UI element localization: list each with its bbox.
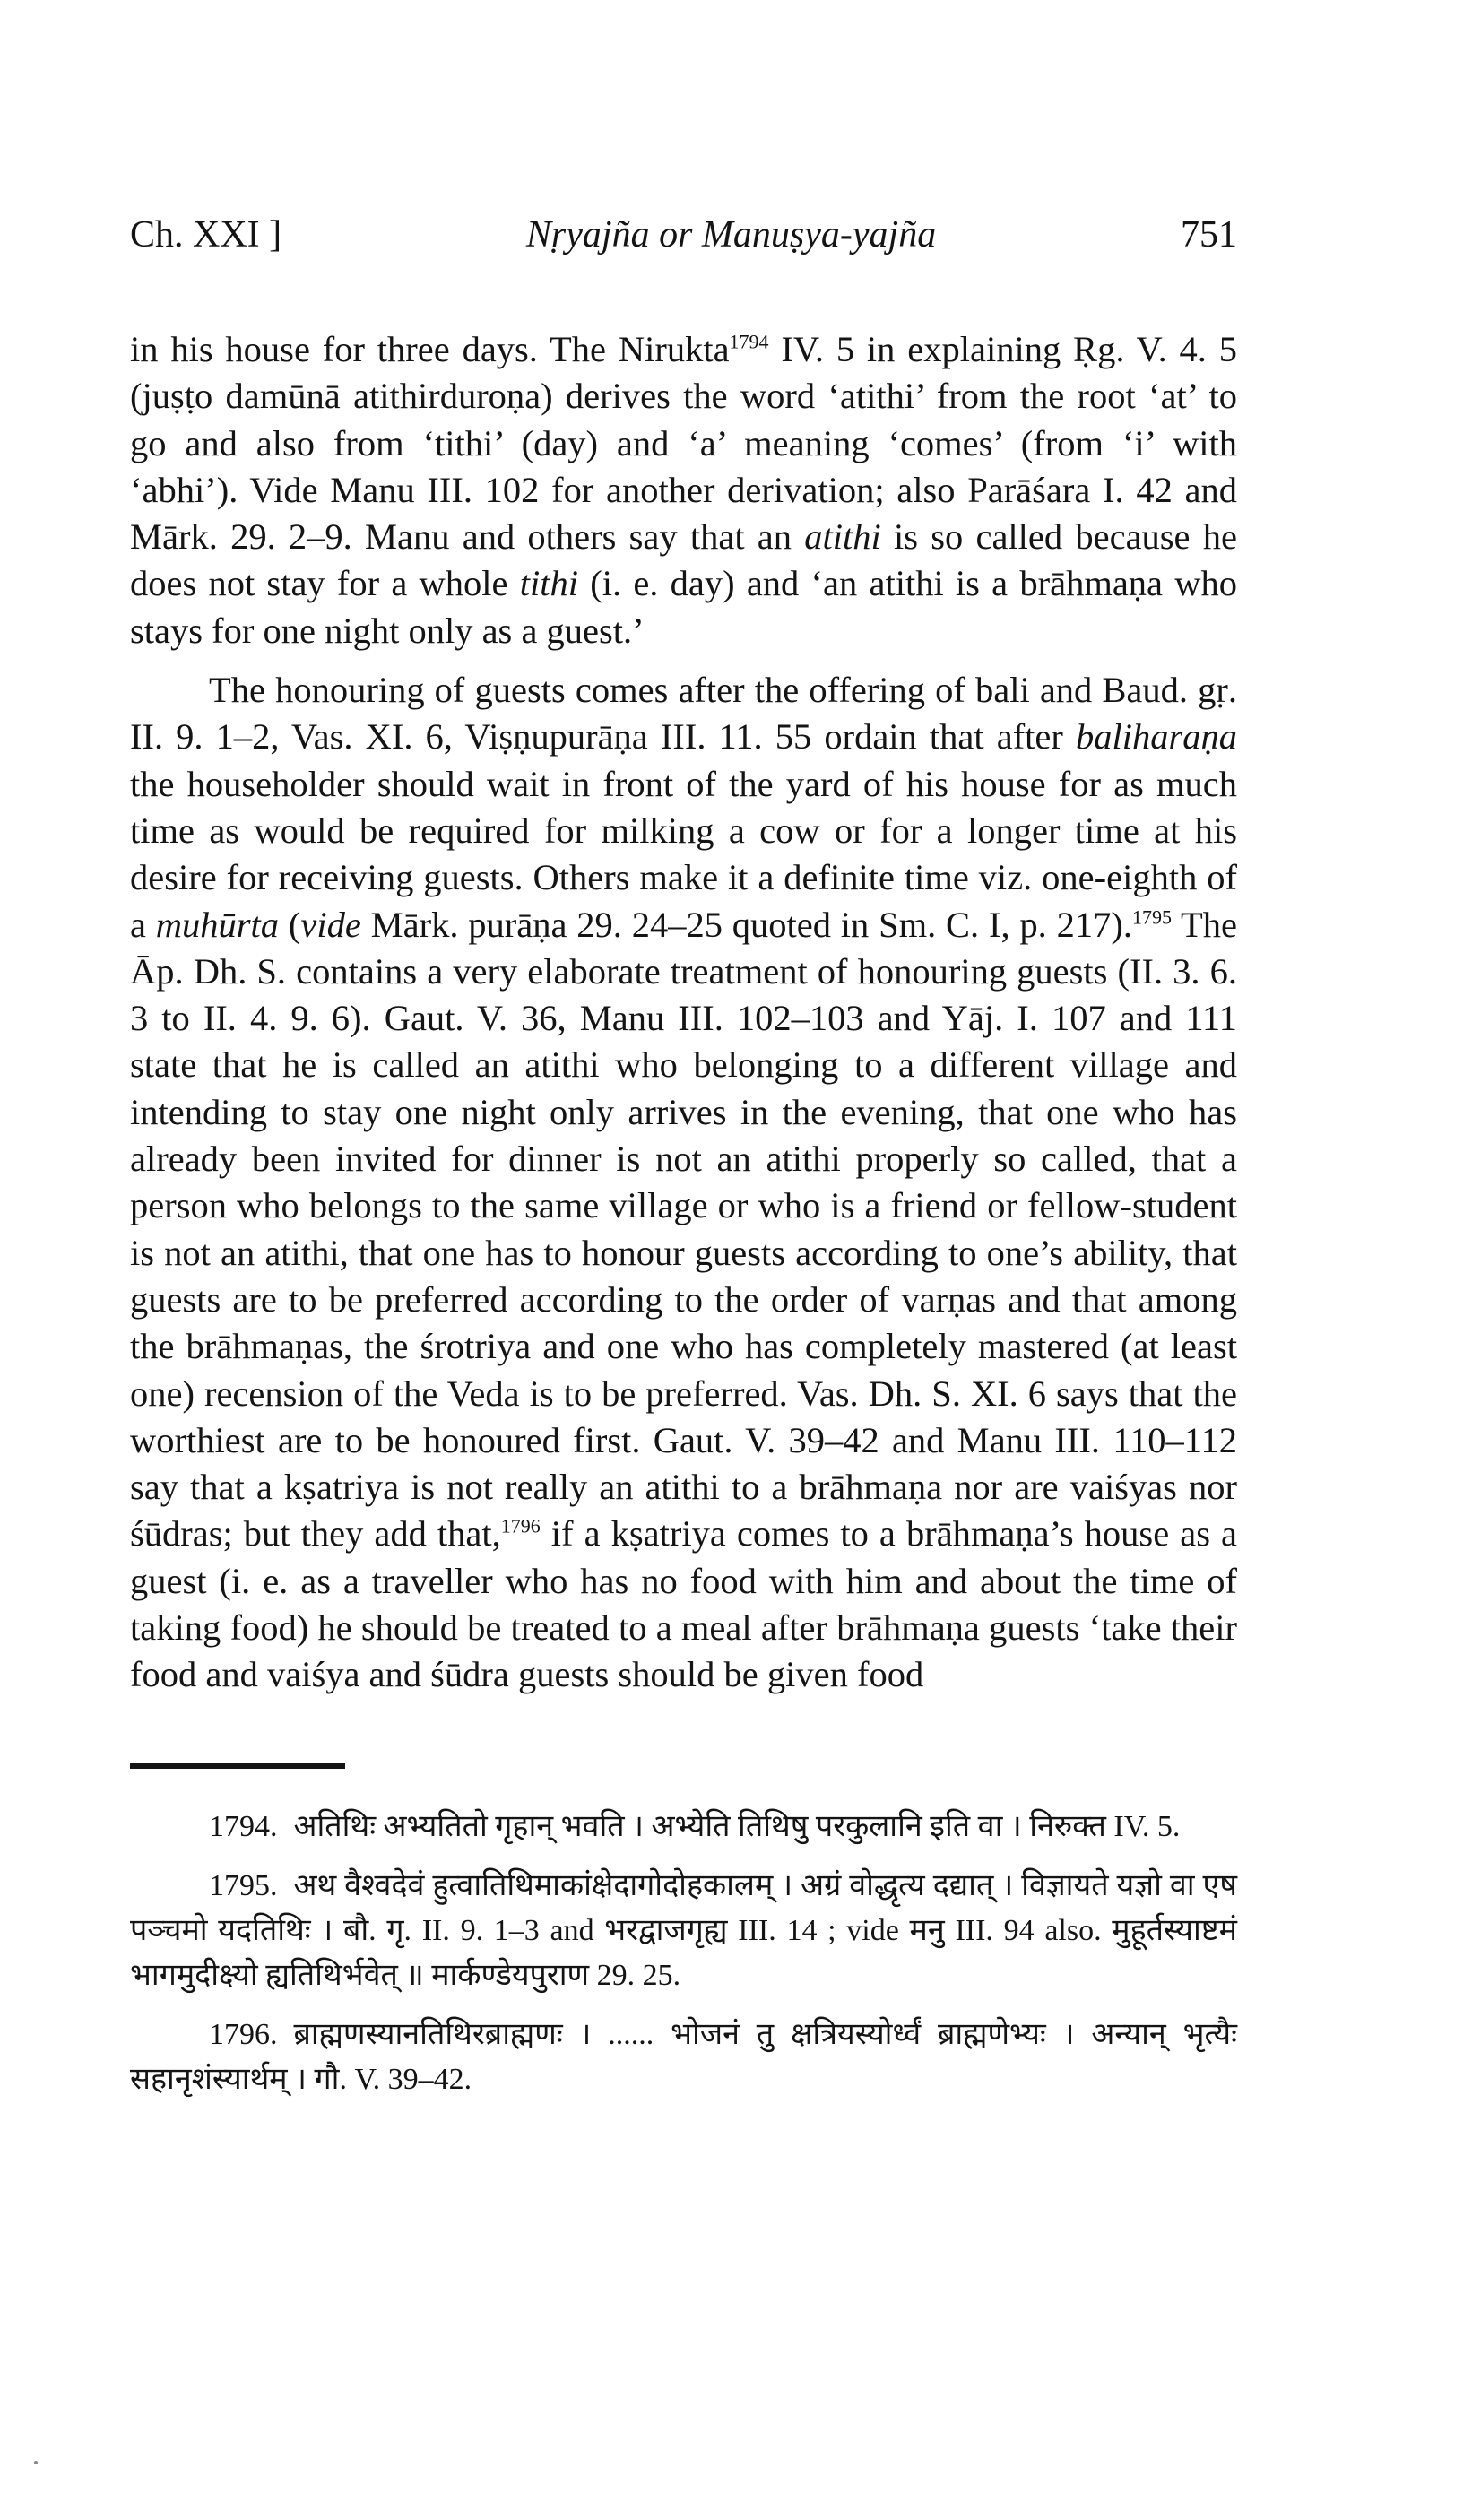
paragraph-1: in his house for three days. The Nirukta$^{1794}$ IV. 5 in explaining Ṛg. V. 4. 5 (juṣṭo damūnā atithirduroṇa) derives the word ‘atithi’ from the root ‘at’ to go and also from ‘tithi’ (day) and ‘a’ meaning ‘comes’ (from ‘i’ with ‘abhi’). Vide Manu III. 102 for another derivation; also Parāśara I. 42 and Mārk. 29. 2–9. Manu and others say that an atithi is so called because he does not stay for a whole tithi (i. e. day) and ‘an atithi is a brāhmaṇa who stays for one night only as a guest.’ xyxy=(130,329,1237,651)
footnotes xyxy=(130,1805,1237,2102)
running-title: Nṛyajña or Manuṣya-yajña xyxy=(525,214,937,255)
footnote-1796: 1796. ब्राह्मणस्यानतिथिरब्राह्मणः । ...... भोजनं तु क्षत्रियस्योर्ध्वं ब्राह्मणेभ्यः । अन्यान् भृत्यैः सहानृशंस्यार्थम् । गौ. V. 39–42. xyxy=(130,2017,1237,2096)
footnote-ref-1795: 1795 xyxy=(1131,905,1172,929)
footnote-divider xyxy=(130,1763,345,1769)
page-number: 751 xyxy=(1180,214,1237,255)
scan-speck xyxy=(34,2461,38,2464)
main-text xyxy=(130,326,1237,1699)
footnote-ref-1796: 1796 xyxy=(500,1514,541,1537)
paragraph-2: The honouring of guests comes after the offering of bali and Baud. gṛ. II. 9. 1–2, Vas. XI. 6, Viṣṇupurāṇa III. 11. 55 ordain that after baliharaṇa the householder should wait in front of the yard of his house for as much time as would be required for milking a cow or for a longer time at his desire for receiving guests. Others make it a definite time viz. one-eighth of a muhūrta (vide Mārk. purāṇa 29. 24–25 quoted in Sm. C. I, p. 217).$^{1795}$ The Āp. Dh. S. contains a very elaborate treatment of honouring guests (II. 3. 6. 3 to II. 4. 9. 6). Gaut. V. 36, Manu III. 102–103 and Yāj. I. 107 and 111 state that he is called an atithi who belonging to a different village and intending to stay one night only arrives in the evening, that one who has already been invited for dinner is not an atithi properly so called, that a person who belongs to the same village or who is a friend or fellow-student is not an atithi, that one has to honour guests according to one’s ability, that guests are to be preferred according to the order of varṇas and that among the brāhmaṇas, the śrotriya and one who has completely mastered (at least one) recension of the Veda is to be preferred. Vas. Dh. S. XI. 6 says that the worthiest are to be honoured first. Gaut. V. 39–42 and Manu III. 110–112 say that a kṣatriya is not really an atithi to a brāhmaṇa nor are vaiśyas nor śūdras; but they add that,$^{1796}$ if a kṣatriya comes to a brāhmaṇa’s house as a guest (i. e. as a traveller who has no food with him and about the time of taking food) he should be treated to a meal after brāhmaṇa guests ‘take their food and vaiśya and śūdra guests should be given food xyxy=(130,670,1237,1695)
footnote-1794: 1794. अतिथिः अभ्यतितो गृहान् भवति । अभ्येति तिथिषु परकुलानि इति वा । निरुक्त IV. 5. xyxy=(209,1809,1181,1843)
page-header xyxy=(130,213,1237,267)
chapter-label: Ch. XXI ] xyxy=(130,214,282,255)
book-page xyxy=(130,213,1237,2117)
footnote-ref-1794: 1794 xyxy=(729,330,769,353)
footnote-1795: 1795. अथ वैश्वदेवं हुत्वातिथिमाकांक्षेदागोदोहकालम् । अग्रं वोद्धृत्य दद्यात् । विज्ञायते यज्ञो वा एष पञ्चमो यदतिथिः । बौ. गृ. II. 9. 1–3 and भरद्वाजगृह्य III. 14 ; vide मनु III. 94 also. मुहूर्तस्याष्टमं भागमुदीक्ष्यो ह्यतिथिर्भवेत् ॥ मार्कण्डेयपुराण 29. 25. xyxy=(130,1868,1237,1992)
